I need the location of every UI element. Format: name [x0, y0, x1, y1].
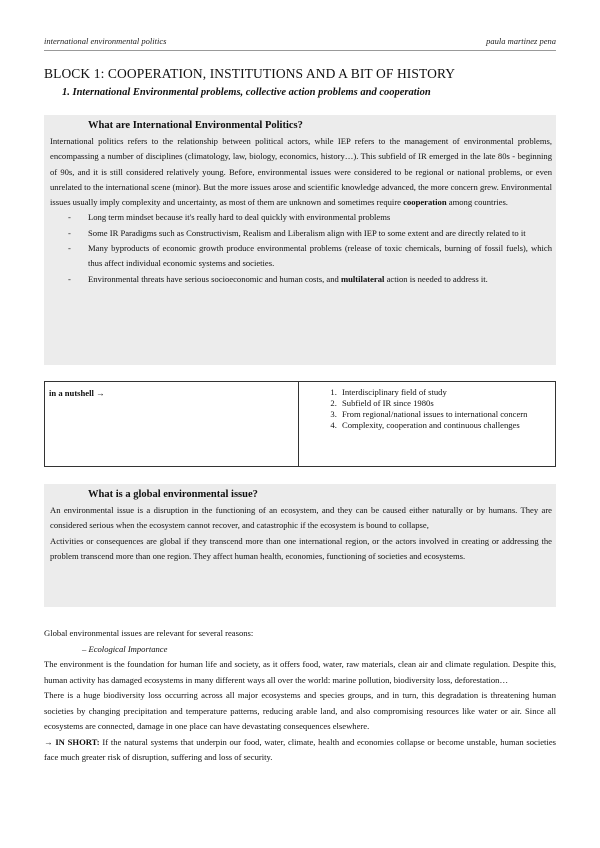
global-issue-heading: What is a global environmental issue?: [88, 489, 258, 500]
list-item: - Some IR Paradigms such as Constructivism, Realism and Liberalism align with IEP to some extent and are directly related to it: [64, 226, 552, 241]
list-item: - Many byproducts of economic growth produce environmental problems (release of toxic chemicals, burning of fossil fuels), which thus affect individual economic systems and societies.: [64, 241, 552, 272]
ecological-paragraph-2: There is a huge biodiversity loss occurring across all major ecosystems and species groups, and in turn, this degradation is threatening human societies by changing precipitation and temperature patterns, reducing arable land, and also compromising resources like water or air. Since all ecosystems are connected, damage in one place can have devastating consequences elsewhere.: [44, 690, 556, 731]
relevance-section: [44, 626, 556, 766]
list-item: - Environmental threats have serious socioeconomic and human costs, and multilateral action is needed to address it.: [64, 272, 552, 287]
nutshell-list: [319, 387, 551, 431]
list-item: - Long term mindset because it's really hard to deal quickly with environmental problems: [64, 210, 552, 225]
ecological-importance-subheading: – Ecological Importance: [82, 643, 168, 654]
definition-bullet-list: [50, 210, 552, 286]
list-item: 4. Complexity, cooperation and continuous challenges: [339, 420, 551, 431]
section-subtitle: 1. International Environmental problems, collective action problems and cooperation: [62, 87, 431, 98]
definition-box: [44, 115, 556, 365]
nutshell-table: [44, 381, 556, 467]
nutshell-summary: [299, 382, 555, 466]
definition-paragraph: International politics refers to the relationship between political actors, while IEP refers to the management of environmental problems, encompassing a number of disciplines (climatology, law, biology, economics, history…). This subfield of IR emerged in the late 80s - beginning of 90s, and it is still considered relatively young. Before, environmental issues were considered to be regional or national problems, or even unrelated to the international scene (minor). But the more issues arose and scientific knowledge advanced, the more concern grew. Environmental issues usually imply complexity and uncertainty, as most of them are unknown and sometimes require cooperation among countries.: [50, 136, 552, 208]
running-header-right: paula martinez pena: [486, 36, 556, 46]
ecological-paragraph-1: The environment is the foundation for human life and society, as it offers food, water, raw materials, clean air and climate regulation. Despite this, human activity has damaged ecosystems in many different ways all over the world: marine pollution, biodiversity loss, deforestation…: [44, 659, 556, 685]
definition-heading: What are International Environmental Politics?: [88, 120, 303, 131]
global-issue-paragraph-2: Activities or consequences are global if they transcend more than one international region, or the actors involved in creating or addressing the problem transcend more than one region. They affect human health, economies, functioning of societies and ecosystems.: [50, 535, 552, 561]
list-item: 3. From regional/national issues to international concern: [339, 409, 551, 420]
nutshell-label: in a nutshell →: [45, 382, 299, 466]
relevance-intro: Global environmental issues are relevant for several reasons:: [44, 628, 254, 638]
header-divider: [44, 50, 556, 51]
list-item: 1. Interdisciplinary field of study: [339, 387, 551, 398]
list-item: 2. Subfield of IR since 1980s: [339, 398, 551, 409]
in-short-label: → IN SHORT:: [44, 736, 100, 747]
global-issue-box: [44, 484, 556, 607]
in-short-paragraph: → IN SHORT: If the natural systems that underpin our food, water, climate, health and economies collapse or become unstable, human societies face much greater risk of disruption, suffering and loss of security.: [44, 736, 556, 762]
page-title: BLOCK 1: COOPERATION, INSTITUTIONS AND A BIT OF HISTORY: [44, 66, 456, 81]
running-header-left: international environmental politics: [44, 36, 167, 46]
global-issue-paragraph-1: An environmental issue is a disruption in the functioning of an ecosystem, and they can be caused either naturally or by humans. They are considered serious when the ecosystem cannot recover, and catastrophic if the ecosystem is bound to collapse,: [50, 505, 552, 531]
